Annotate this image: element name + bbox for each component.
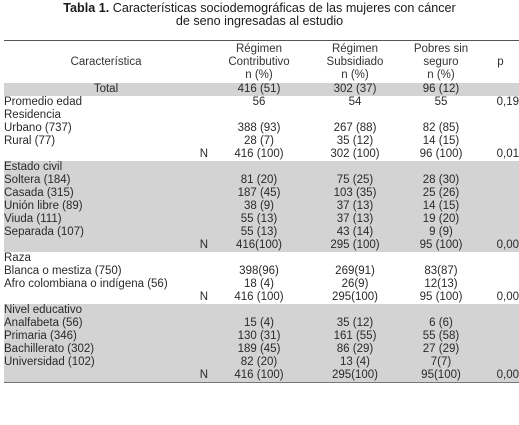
cell-contributivo: 189 (45) (237, 343, 281, 355)
cell-contributivo: 38 (9) (243, 200, 275, 212)
row-label: Rural (77) (4, 135, 56, 147)
row-label: Viuda (111) (4, 213, 62, 225)
row-label: N (199, 148, 208, 160)
header-row (4, 41, 519, 84)
header-pobres-l3: n (%) (427, 68, 455, 81)
header-pobres (400, 41, 482, 84)
cell-subsidiado: 35 (12) (336, 135, 374, 147)
table-caption (0, 2, 519, 28)
cell-pobres: 82 (85) (422, 122, 460, 134)
cell-pobres: 6 (6) (429, 317, 453, 329)
cell-contributivo: 81 (20) (240, 174, 278, 186)
row-n-nivel-educativo (4, 369, 519, 383)
cell-subsidiado: 35 (12) (336, 317, 374, 329)
cell-contributivo: 416 (100) (234, 291, 284, 303)
header-subsidiado-l3: n (%) (341, 68, 369, 81)
row-label: Soltera (184) (4, 174, 71, 186)
row-urbano (4, 122, 519, 135)
cell-pobres: 95(100) (400, 369, 482, 383)
data-table (4, 40, 519, 383)
row-label: Analfabeta (56) (4, 317, 83, 329)
row-rural (4, 135, 519, 148)
cell-subsidiado: 295(100) (331, 291, 379, 303)
cell-p: 0,00 (482, 369, 519, 383)
section-residencia (4, 109, 519, 122)
header-caracteristica: Característica (70, 55, 142, 68)
cell-contributivo: 82 (20) (240, 356, 278, 368)
row-universidad (4, 356, 519, 369)
cell-subsidiado: 302 (100) (330, 148, 380, 160)
row-label: Universidad (102) (4, 356, 95, 368)
cell-pobres: 12(13) (424, 278, 458, 290)
section-nivel-educativo (4, 304, 519, 317)
header-p: p (497, 55, 504, 68)
section-label: Nivel educativo (4, 304, 82, 316)
row-total (4, 83, 519, 96)
row-soltera (4, 174, 519, 187)
cell-subsidiado: 13 (4) (339, 356, 371, 368)
row-bachillerato (4, 343, 519, 356)
row-analfabeta (4, 317, 519, 330)
row-label: Promedio edad (4, 96, 82, 108)
section-label: Raza (4, 252, 31, 264)
cell-contributivo: 398(96) (239, 265, 279, 277)
cell-pobres: 14 (15) (422, 135, 460, 147)
cell-contributivo: 416 (100) (234, 148, 284, 160)
caption-text-1: Características sociodemográficas de las mujeres con cáncer (112, 1, 456, 15)
cell-pobres: 27 (29) (422, 343, 460, 355)
row-label: Blanca o mestiza (750) (4, 265, 122, 277)
row-edad (4, 96, 519, 109)
cell-contributivo: 28 (7) (243, 135, 275, 147)
row-blanca (4, 265, 519, 278)
cell-contributivo: 416 (51) (237, 83, 281, 95)
caption-label: Tabla 1. (63, 1, 110, 15)
row-label: Primaria (346) (4, 330, 77, 342)
cell-contributivo: 55 (13) (240, 213, 278, 225)
row-label: Total (93, 83, 119, 95)
header-subsidiado-l2: Subsidiado (326, 55, 384, 68)
header-pobres-l1: Pobres sin (413, 42, 469, 55)
section-label: Residencia (4, 109, 61, 121)
cell-pobres: 95 (100) (419, 291, 463, 303)
row-label: Separada (107) (4, 226, 84, 238)
cell-subsidiado: 302 (37) (333, 83, 377, 95)
cell-pobres: 96 (100) (419, 148, 463, 160)
caption-line-2: de seno ingresadas al estudio (175, 14, 344, 28)
row-separada (4, 226, 519, 239)
cell-p (482, 83, 519, 96)
row-afro (4, 278, 519, 291)
cell-contributivo: 55 (13) (240, 226, 278, 238)
cell-contributivo: 388 (93) (237, 122, 281, 134)
cell-subsidiado: 43 (14) (336, 226, 374, 238)
cell-contributivo: 15 (4) (243, 317, 275, 329)
section-estado-civil (4, 161, 519, 174)
cell-pobres: 28 (30) (422, 174, 460, 186)
row-n-estado-civil (4, 239, 519, 252)
header-subsidiado (310, 41, 400, 84)
cell-pobres: 7(7) (430, 356, 452, 368)
section-raza (4, 252, 519, 265)
cell-subsidiado: 37 (13) (336, 213, 374, 225)
cell-subsidiado: 37 (13) (336, 200, 374, 212)
cell-subsidiado: 103 (35) (333, 187, 377, 199)
cell-pobres: 95 (100) (419, 239, 463, 251)
row-label: Afro colombiana o indígena (56) (4, 278, 168, 290)
header-contributivo-l1: Régimen (235, 42, 283, 55)
header-pobres-l2: seguro (423, 55, 459, 68)
row-label: N (199, 291, 208, 303)
row-n-raza (4, 291, 519, 304)
cell-contributivo: 416(100) (235, 239, 283, 251)
cell-pobres: 55 (58) (422, 330, 460, 342)
header-contributivo-l2: Contributivo (228, 55, 290, 68)
cell-contributivo: 187 (45) (237, 187, 281, 199)
cell-pobres: 96 (12) (422, 83, 460, 95)
cell-p: 0,01 (496, 148, 519, 160)
row-label: Urbano (737) (4, 122, 72, 134)
cell-contributivo: 130 (31) (237, 330, 281, 342)
row-viuda (4, 213, 519, 226)
cell-pobres: 83(87) (424, 265, 458, 277)
cell-p: 0,19 (496, 96, 519, 108)
row-label: Casada (315) (4, 187, 74, 199)
cell-pobres: 19 (20) (422, 213, 460, 225)
cell-subsidiado: 161 (55) (333, 330, 377, 342)
row-union-libre (4, 200, 519, 213)
cell-pobres: 14 (15) (422, 200, 460, 212)
row-label: N (199, 239, 208, 251)
cell-subsidiado: 26(9) (341, 278, 369, 290)
cell-pobres: 55 (434, 96, 448, 108)
row-casada (4, 187, 519, 200)
header-contributivo-l3: n (%) (245, 68, 273, 81)
cell-p: 0,00 (496, 239, 519, 251)
row-label: N (4, 369, 208, 383)
cell-pobres: 25 (26) (422, 187, 460, 199)
header-subsidiado-l1: Régimen (331, 42, 379, 55)
cell-subsidiado: 295(100) (310, 369, 400, 383)
section-label: Estado civil (4, 161, 63, 173)
row-n-residencia (4, 148, 519, 161)
cell-contributivo: 56 (252, 96, 266, 108)
row-label: Unión libre (89) (4, 200, 83, 212)
cell-subsidiado: 54 (348, 96, 362, 108)
cell-p: 0,00 (496, 291, 519, 303)
row-primaria (4, 330, 519, 343)
header-contributivo (208, 41, 310, 84)
cell-subsidiado: 269(91) (335, 265, 375, 277)
cell-contributivo: 18 (4) (243, 278, 275, 290)
cell-subsidiado: 267 (88) (333, 122, 377, 134)
row-label: Bachillerato (302) (4, 343, 95, 355)
cell-contributivo: 416 (100) (208, 369, 310, 383)
cell-subsidiado: 86 (29) (336, 343, 374, 355)
cell-subsidiado: 75 (25) (336, 174, 374, 186)
cell-pobres: 9 (9) (429, 226, 453, 238)
cell-subsidiado: 295 (100) (330, 239, 380, 251)
